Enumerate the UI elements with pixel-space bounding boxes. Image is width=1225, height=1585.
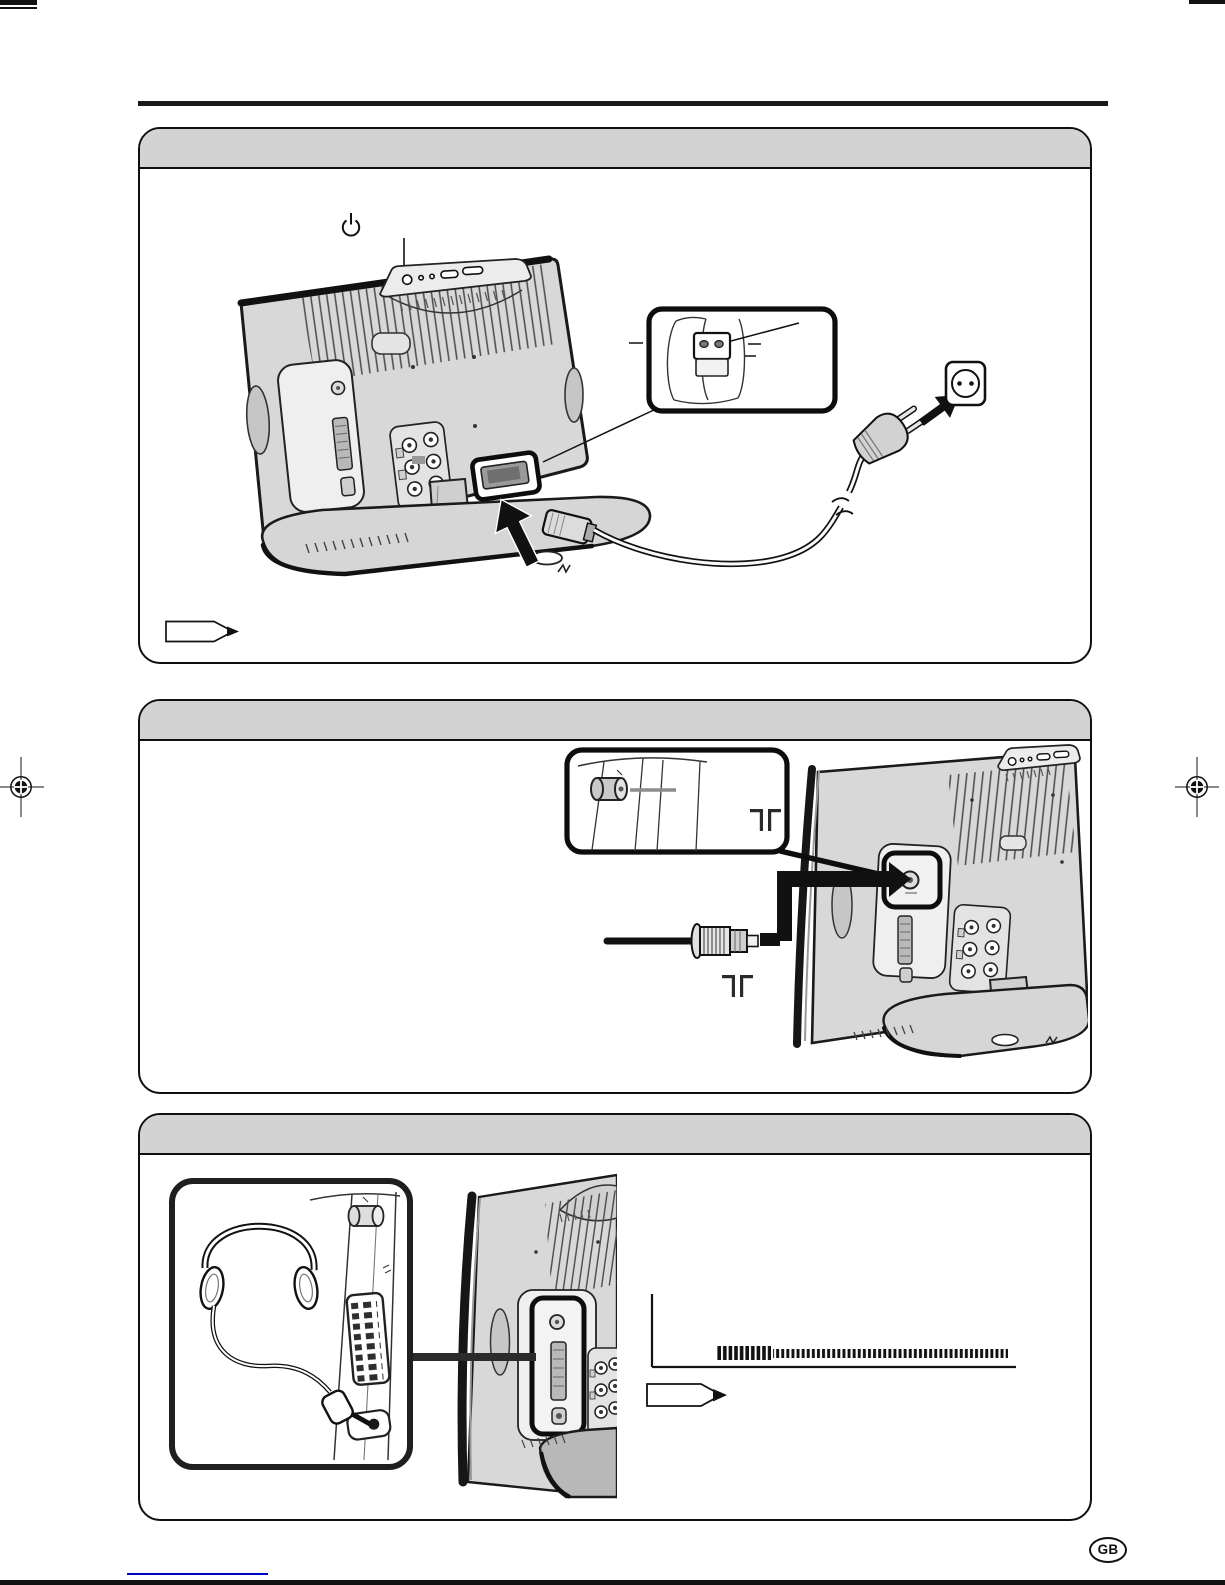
- scart-connector: [346, 1293, 390, 1386]
- headphones-illustration: [138, 1155, 1088, 1515]
- registration-mark-icon: [0, 755, 44, 819]
- section-antenna-header: [140, 701, 1090, 741]
- registration-mark-icon: [1175, 755, 1219, 819]
- antenna-cable: [607, 924, 758, 958]
- language-badge: GB: [1089, 1537, 1127, 1563]
- headphones-inset: [172, 1181, 410, 1467]
- antenna-icon: [722, 976, 753, 997]
- wall-outlet-icon: [946, 362, 985, 405]
- crop-mark-top-left: [0, 0, 37, 5]
- antenna-illustration: [138, 741, 1088, 1086]
- section-headphones-header: [140, 1115, 1090, 1155]
- inset-callout-bar: [410, 1353, 536, 1361]
- antenna-terminal-inset: [567, 750, 787, 852]
- note-tag-icon: [647, 1384, 727, 1406]
- crop-mark-bottom: [0, 1580, 1225, 1585]
- section-power-cord-header: [140, 129, 1090, 169]
- tv-rear-illustration: [462, 1175, 628, 1497]
- crop-mark-top-right: [1189, 0, 1225, 4]
- tv-av-jacks: [588, 1348, 628, 1438]
- volume-level-diagram: [652, 1294, 1016, 1367]
- tv-rear-illustration: [797, 745, 1088, 1056]
- tv-side-terminal-door: [276, 359, 365, 514]
- page-top-rule: [138, 101, 1108, 106]
- ac-terminal-inset: [649, 309, 835, 411]
- footer-link-underline[interactable]: [127, 1573, 268, 1575]
- side-panel-highlight: [532, 1298, 584, 1434]
- note-tag-icon: [166, 622, 239, 642]
- power-icon: [343, 213, 359, 236]
- crop-mark-top-left-line: [0, 7, 37, 9]
- ac-input-micro-label: [412, 456, 425, 464]
- ac-input-highlight: [472, 452, 541, 501]
- power-cord-illustration: [138, 170, 1088, 658]
